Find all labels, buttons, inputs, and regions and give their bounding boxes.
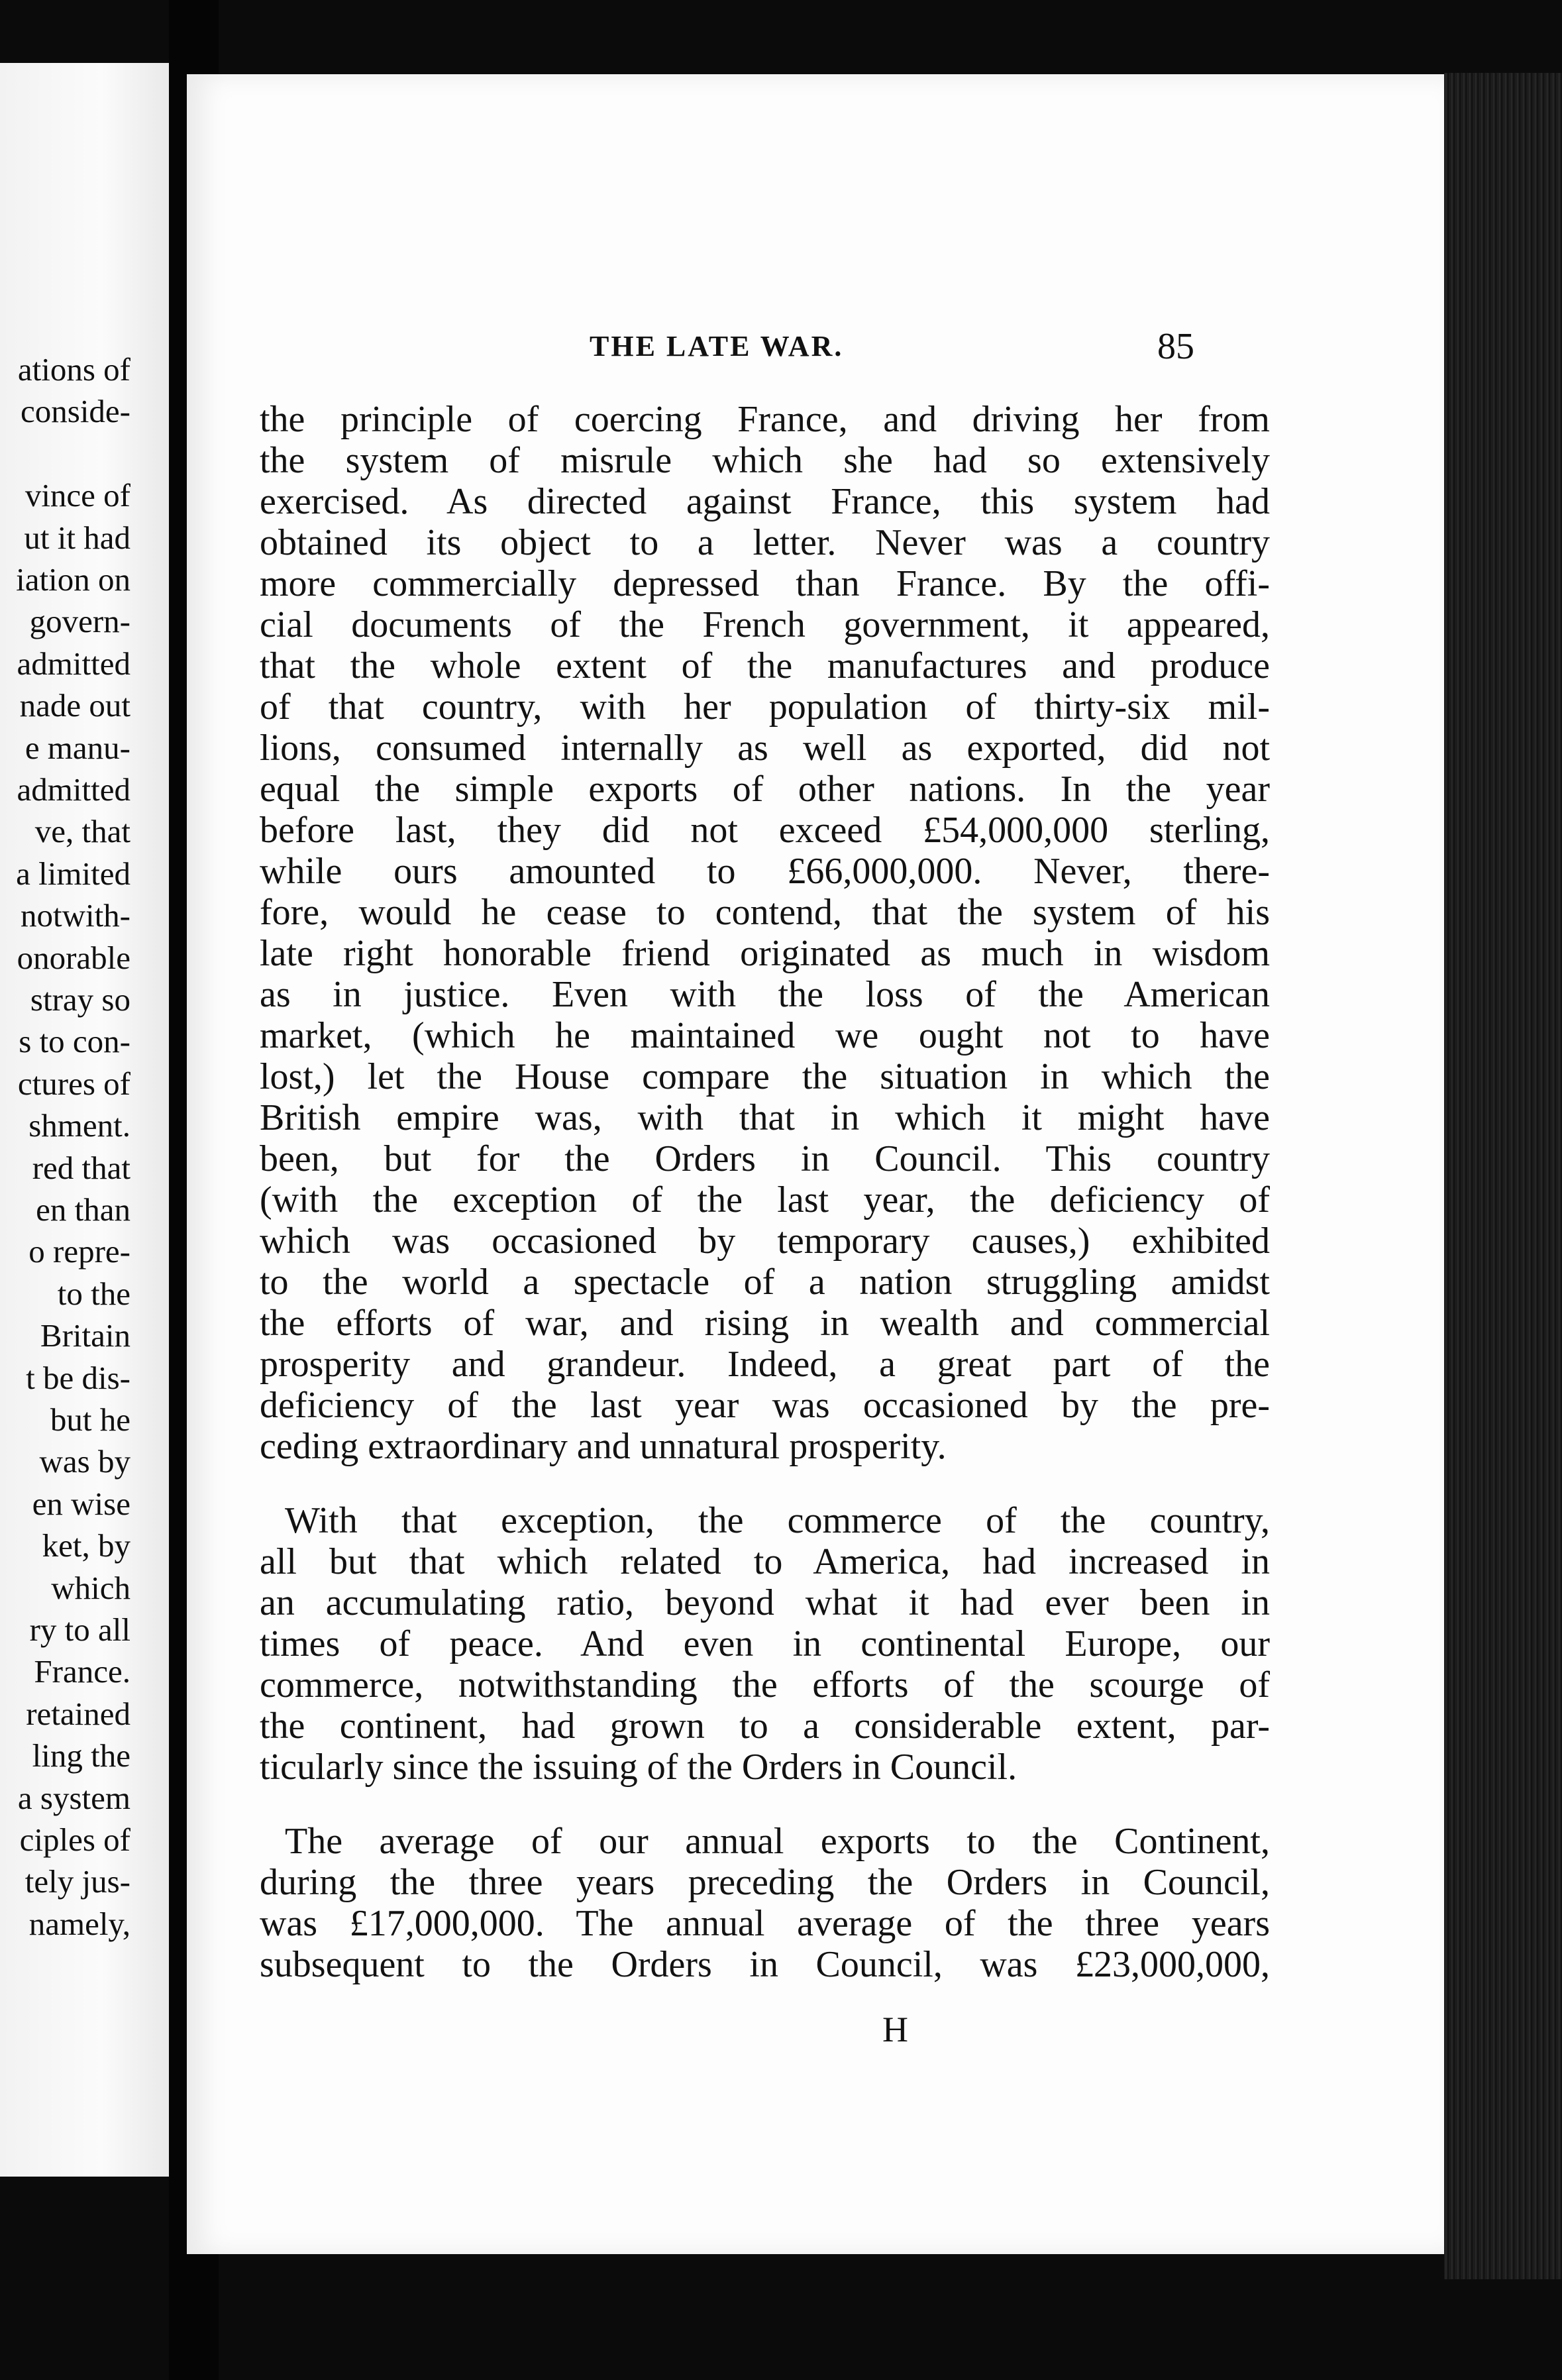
- left-page-line: en than: [36, 1191, 130, 1228]
- text-line: exercised. As directed against France, this system had: [260, 481, 1270, 522]
- text-line: was £17,000,000. The annual average of the three years: [260, 1903, 1270, 1944]
- left-page-line: ket, by: [42, 1527, 130, 1564]
- left-page-line: which: [51, 1569, 130, 1606]
- left-page-line: e manu-: [25, 729, 130, 766]
- paragraph: [260, 1821, 1270, 1985]
- text-line: With that exception, the commerce of the country,: [285, 1500, 1270, 1541]
- left-page-line: to the: [57, 1275, 130, 1312]
- text-line: lions, consumed internally as well as exported, did not: [260, 728, 1270, 769]
- left-page-line: ut it had: [24, 519, 130, 556]
- left-page-line: nade out: [19, 687, 130, 724]
- left-page-line: t be dis-: [26, 1359, 130, 1396]
- left-page-line: admitted: [17, 771, 130, 808]
- page-number: 85: [1157, 326, 1194, 367]
- text-line: prosperity and grandeur. Indeed, a great part of the: [260, 1344, 1270, 1385]
- left-page-line: en wise: [32, 1485, 130, 1522]
- text-line: ticularly since the issuing of the Orders in Council.: [260, 1747, 1017, 1788]
- text-line: during the three years preceding the Orders in Council,: [260, 1862, 1270, 1903]
- text-line: British empire was, with that in which it might have: [260, 1097, 1270, 1138]
- text-line: subsequent to the Orders in Council, was £23,000,000,: [260, 1944, 1270, 1985]
- left-page-line: ations of: [17, 351, 130, 388]
- paragraph: [260, 399, 1270, 1467]
- left-page-line: ling the: [32, 1737, 130, 1774]
- text-line: ceding extraordinary and unnatural prosperity.: [260, 1426, 947, 1467]
- text-line: an accumulating ratio, beyond what it had ever been in: [260, 1582, 1270, 1623]
- text-line: cial documents of the French government, it appeared,: [260, 604, 1270, 645]
- left-page-line: vince of: [25, 477, 130, 514]
- left-page-line: conside-: [21, 393, 130, 430]
- text-line: commerce, notwithstanding the efforts of the scourge of: [260, 1664, 1270, 1705]
- body-text: [260, 399, 1270, 1985]
- text-line: times of peace. And even in continental Europe, our: [260, 1623, 1270, 1664]
- paragraph-gap: [260, 1788, 1270, 1821]
- text-line: fore, would he cease to contend, that the system of his: [260, 892, 1270, 933]
- left-page-line: red that: [32, 1149, 130, 1186]
- text-line: which was occasioned by temporary causes,) exhibited: [260, 1220, 1270, 1262]
- left-page-line: namely,: [28, 1905, 130, 1942]
- left-page-line: a system: [17, 1779, 130, 1816]
- paragraph-gap: [260, 1467, 1270, 1500]
- text-line: of that country, with her population of thirty-six mil-: [260, 686, 1270, 728]
- text-line: The average of our annual exports to the Continent,: [285, 1821, 1270, 1862]
- text-line: more commercially depressed than France. By the offi-: [260, 563, 1270, 604]
- left-page-line: ve, that: [34, 813, 130, 850]
- text-line: obtained its object to a letter. Never was a country: [260, 522, 1270, 563]
- paragraph: [260, 1500, 1270, 1788]
- left-page-line: o repre-: [28, 1233, 130, 1270]
- text-line: the efforts of war, and rising in wealth and commercial: [260, 1303, 1270, 1344]
- text-line: the system of misrule which she had so extensively: [260, 440, 1270, 481]
- left-page-line: ry to all: [29, 1611, 130, 1648]
- text-line: deficiency of the last year was occasioned by the pre-: [260, 1385, 1270, 1426]
- text-line: before last, they did not exceed £54,000,000 sterling,: [260, 810, 1270, 851]
- left-page-line: retained: [26, 1695, 130, 1732]
- text-line: late right honorable friend originated as much in wisdom: [260, 933, 1270, 974]
- text-line: the principle of coercing France, and driving her from: [260, 399, 1270, 440]
- text-line: lost,) let the House compare the situation in which the: [260, 1056, 1270, 1097]
- left-page-line: onorable: [17, 939, 130, 976]
- text-line: all but that which related to America, had increased in: [260, 1541, 1270, 1582]
- left-page-line: shment.: [28, 1107, 130, 1144]
- left-page-line: ciples of: [19, 1821, 130, 1858]
- text-line: been, but for the Orders in Council. This country: [260, 1138, 1270, 1179]
- text-line: that the whole extent of the manufactures and produce: [260, 645, 1270, 686]
- left-page-line: iation on: [16, 561, 130, 598]
- text-line: equal the simple exports of other nations. In the year: [260, 769, 1270, 810]
- signature-mark: H: [882, 2010, 908, 2049]
- running-title: THE LATE WAR.: [590, 330, 844, 362]
- text-line: the continent, had grown to a considerable extent, par-: [260, 1705, 1270, 1747]
- left-page-line: stray so: [30, 981, 130, 1018]
- text-line: to the world a spectacle of a nation struggling amidst: [260, 1262, 1270, 1303]
- book-page-edges: [1444, 73, 1562, 2279]
- page: [187, 74, 1444, 2254]
- left-page-line: but he: [50, 1401, 130, 1438]
- previous-page-fragment: [0, 63, 169, 2177]
- left-page-line: admitted: [17, 645, 130, 682]
- left-page-line: notwith-: [20, 897, 130, 934]
- left-page-line: s to con-: [19, 1023, 130, 1060]
- left-page-line: France.: [34, 1653, 130, 1690]
- text-line: market, (which he maintained we ought not to have: [260, 1015, 1270, 1056]
- left-page-line: a limited: [16, 855, 130, 892]
- left-page-line: tely jus-: [25, 1863, 130, 1900]
- left-page-line: Britain: [40, 1317, 130, 1354]
- left-page-line: govern-: [29, 603, 130, 640]
- left-page-line: was by: [39, 1443, 130, 1480]
- text-line: while ours amounted to £66,000,000. Never, there-: [260, 851, 1270, 892]
- text-line: (with the exception of the last year, the deficiency of: [260, 1179, 1270, 1220]
- left-page-line: ctures of: [17, 1065, 130, 1102]
- text-line: as in justice. Even with the loss of the American: [260, 974, 1270, 1015]
